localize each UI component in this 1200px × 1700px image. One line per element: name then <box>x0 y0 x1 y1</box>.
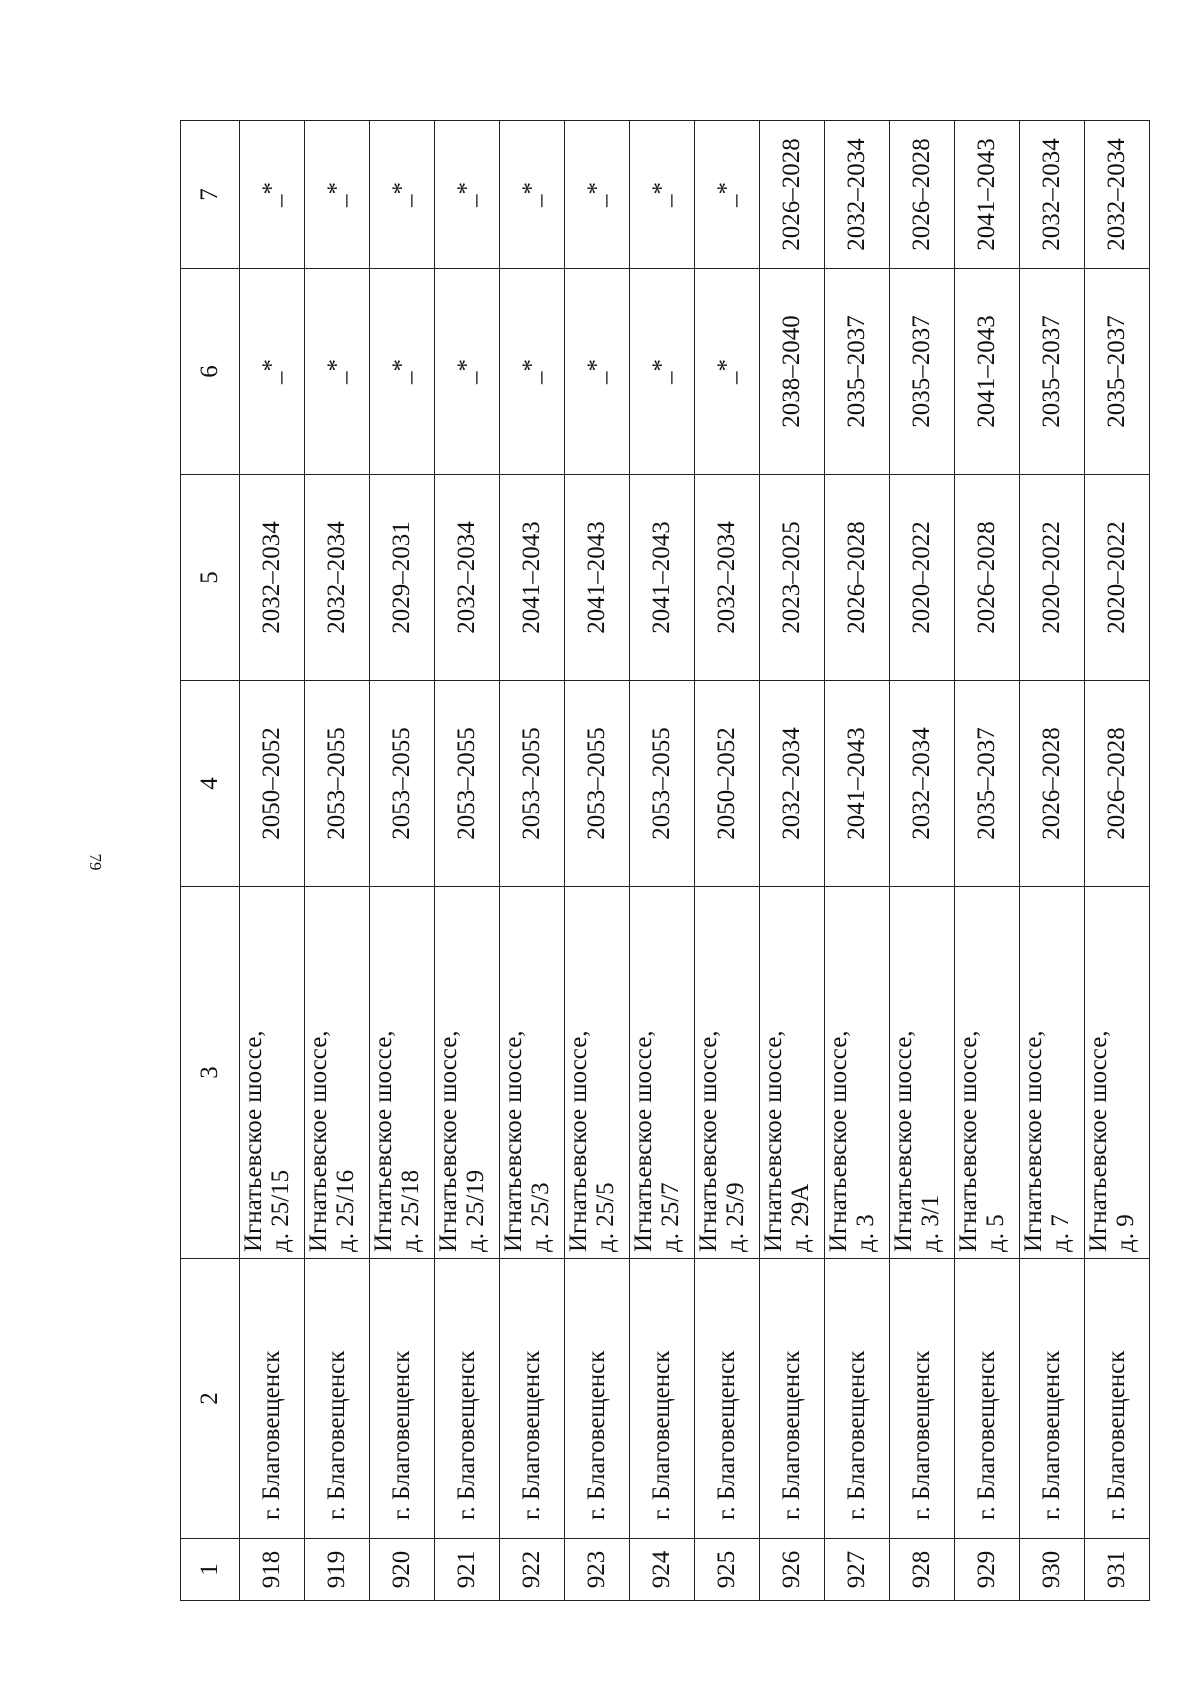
period-cell-col4: 2050–2052 <box>695 681 760 887</box>
address-cell <box>1085 887 1150 1259</box>
address-street: Игнатьевское шоссе, <box>955 1030 982 1252</box>
city-cell: г. Благовещенск <box>630 1259 695 1539</box>
period-cell-col6: _* <box>500 269 565 475</box>
period-cell-col4: 2050–2052 <box>240 681 305 887</box>
city-cell: г. Благовещенск <box>305 1259 370 1539</box>
row-number-cell: 929 <box>955 1539 1020 1601</box>
period-cell-col4: 2032–2034 <box>890 681 955 887</box>
table-row <box>435 121 500 1601</box>
period-cell-col6: _* <box>435 269 500 475</box>
period-cell-col6: _* <box>630 269 695 475</box>
period-cell-col7: 2026–2028 <box>890 121 955 269</box>
period-cell-col6: 2038–2040 <box>760 269 825 475</box>
period-cell-col7: _* <box>240 121 305 269</box>
row-number-cell: 923 <box>565 1539 630 1601</box>
row-number-cell: 921 <box>435 1539 500 1601</box>
address-street: Игнатьевское шоссе, <box>1085 1030 1112 1252</box>
period-cell-col4: 2035–2037 <box>955 681 1020 887</box>
address-cell <box>890 887 955 1259</box>
row-number-cell: 928 <box>890 1539 955 1601</box>
period-cell-col7: _* <box>565 121 630 269</box>
period-cell-col6: _* <box>370 269 435 475</box>
period-cell-col6: _* <box>695 269 760 475</box>
city-cell: г. Благовещенск <box>760 1259 825 1539</box>
period-cell-col5: 2041–2043 <box>630 475 695 681</box>
address-cell <box>1020 887 1085 1259</box>
period-cell-col6: 2041–2043 <box>955 269 1020 475</box>
table-container <box>180 121 1140 1601</box>
city-cell: г. Благовещенск <box>240 1259 305 1539</box>
address-street: Игнатьевское шоссе, <box>435 1030 462 1252</box>
table-row <box>370 121 435 1601</box>
period-cell-col5: 2032–2034 <box>435 475 500 681</box>
period-cell-col6: _* <box>565 269 630 475</box>
address-street: Игнатьевское шоссе, <box>695 1030 722 1252</box>
address-cell <box>955 887 1020 1259</box>
address-street: Игнатьевское шоссе, <box>760 1030 787 1252</box>
row-number-cell: 919 <box>305 1539 370 1601</box>
address-house: д. 9 <box>1112 1214 1139 1252</box>
table-row <box>240 121 305 1601</box>
period-cell-col5: 2026–2028 <box>955 475 1020 681</box>
address-cell <box>370 887 435 1259</box>
period-cell-col5: 2032–2034 <box>240 475 305 681</box>
row-number-cell: 927 <box>825 1539 890 1601</box>
column-header: 6 <box>181 269 240 475</box>
column-header: 2 <box>181 1259 240 1539</box>
period-cell-col5: 2041–2043 <box>500 475 565 681</box>
address-street: Игнатьевское шоссе, <box>630 1030 657 1252</box>
column-header: 7 <box>181 121 240 269</box>
address-street: Игнатьевское шоссе, <box>825 1030 852 1252</box>
table-header-row <box>181 121 240 1601</box>
address-cell <box>500 887 565 1259</box>
address-cell <box>240 887 305 1259</box>
city-cell: г. Благовещенск <box>955 1259 1020 1539</box>
period-cell-col5: 2020–2022 <box>1085 475 1150 681</box>
period-cell-col4: 2053–2055 <box>370 681 435 887</box>
row-number-cell: 930 <box>1020 1539 1085 1601</box>
address-house: д. 25/3 <box>527 1182 554 1252</box>
period-cell-col5: 2032–2034 <box>305 475 370 681</box>
period-cell-col4: 2026–2028 <box>1085 681 1150 887</box>
address-cell <box>305 887 370 1259</box>
address-street: Игнатьевское шоссе, <box>565 1030 592 1252</box>
period-cell-col7: _* <box>630 121 695 269</box>
address-house: д. 25/5 <box>592 1182 619 1252</box>
city-cell: г. Благовещенск <box>825 1259 890 1539</box>
period-cell-col7: 2041–2043 <box>955 121 1020 269</box>
table-row <box>565 121 630 1601</box>
period-cell-col6: 2035–2037 <box>1020 269 1085 475</box>
period-cell-col7: 2032–2034 <box>825 121 890 269</box>
period-cell-col7: 2026–2028 <box>760 121 825 269</box>
period-cell-col7: 2032–2034 <box>1020 121 1085 269</box>
city-cell: г. Благовещенск <box>435 1259 500 1539</box>
period-cell-col5: 2041–2043 <box>565 475 630 681</box>
period-cell-col6: 2035–2037 <box>825 269 890 475</box>
row-number-cell: 926 <box>760 1539 825 1601</box>
address-street: Игнатьевское шоссе, <box>1020 1030 1047 1252</box>
address-street: Игнатьевское шоссе, <box>370 1030 397 1252</box>
period-cell-col7: 2032–2034 <box>1085 121 1150 269</box>
period-cell-col7: _* <box>305 121 370 269</box>
row-number-cell: 920 <box>370 1539 435 1601</box>
address-cell <box>565 887 630 1259</box>
column-header: 1 <box>181 1539 240 1601</box>
row-number-cell: 918 <box>240 1539 305 1601</box>
city-cell: г. Благовещенск <box>565 1259 630 1539</box>
period-cell-col4: 2053–2055 <box>305 681 370 887</box>
city-cell: г. Благовещенск <box>695 1259 760 1539</box>
table-row <box>1085 121 1150 1601</box>
period-cell-col7: _* <box>500 121 565 269</box>
address-house: д. 25/7 <box>657 1182 684 1252</box>
city-cell: г. Благовещенск <box>500 1259 565 1539</box>
period-cell-col5: 2020–2022 <box>890 475 955 681</box>
period-cell-col6: 2035–2037 <box>1085 269 1150 475</box>
row-number-cell: 925 <box>695 1539 760 1601</box>
period-cell-col7: _* <box>435 121 500 269</box>
address-cell <box>825 887 890 1259</box>
row-number-cell: 931 <box>1085 1539 1150 1601</box>
address-cell <box>760 887 825 1259</box>
period-cell-col5: 2032–2034 <box>695 475 760 681</box>
column-header: 3 <box>181 887 240 1259</box>
period-cell-col6: _* <box>305 269 370 475</box>
period-cell-col5: 2029–2031 <box>370 475 435 681</box>
address-cell <box>435 887 500 1259</box>
table-row <box>955 121 1020 1601</box>
table-row <box>760 121 825 1601</box>
table-row <box>890 121 955 1601</box>
housing-schedule-table <box>180 120 1150 1601</box>
address-house: д. 3 <box>852 1214 879 1252</box>
period-cell-col4: 2053–2055 <box>435 681 500 887</box>
period-cell-col4: 2032–2034 <box>760 681 825 887</box>
address-street: Игнатьевское шоссе, <box>500 1030 527 1252</box>
table-row <box>305 121 370 1601</box>
city-cell: г. Благовещенск <box>1085 1259 1150 1539</box>
row-number-cell: 924 <box>630 1539 695 1601</box>
address-house: д. 3/1 <box>917 1194 944 1252</box>
period-cell-col6: 2035–2037 <box>890 269 955 475</box>
table-row <box>825 121 890 1601</box>
period-cell-col5: 2020–2022 <box>1020 475 1085 681</box>
city-cell: г. Благовещенск <box>890 1259 955 1539</box>
address-cell <box>695 887 760 1259</box>
address-street: Игнатьевское шоссе, <box>305 1030 332 1252</box>
address-street: Игнатьевское шоссе, <box>240 1030 267 1252</box>
period-cell-col4: 2053–2055 <box>500 681 565 887</box>
column-header: 4 <box>181 681 240 887</box>
row-number-cell: 922 <box>500 1539 565 1601</box>
city-cell: г. Благовещенск <box>1020 1259 1085 1539</box>
address-house: д. 25/19 <box>462 1169 489 1252</box>
table-row <box>1020 121 1085 1601</box>
column-header: 5 <box>181 475 240 681</box>
period-cell-col7: _* <box>370 121 435 269</box>
table-row <box>630 121 695 1601</box>
address-house: д. 25/16 <box>332 1169 359 1252</box>
address-house: д. 29А <box>787 1183 814 1252</box>
city-cell: г. Благовещенск <box>370 1259 435 1539</box>
period-cell-col4: 2053–2055 <box>565 681 630 887</box>
period-cell-col7: _* <box>695 121 760 269</box>
address-house: д. 5 <box>982 1214 1009 1252</box>
period-cell-col5: 2026–2028 <box>825 475 890 681</box>
page-number: 79 <box>86 853 105 871</box>
table-row <box>695 121 760 1601</box>
period-cell-col4: 2053–2055 <box>630 681 695 887</box>
period-cell-col4: 2041–2043 <box>825 681 890 887</box>
period-cell-col4: 2026–2028 <box>1020 681 1085 887</box>
address-house: д. 25/18 <box>397 1169 424 1252</box>
address-house: д. 7 <box>1047 1214 1074 1252</box>
address-street: Игнатьевское шоссе, <box>890 1030 917 1252</box>
period-cell-col6: _* <box>240 269 305 475</box>
table-row <box>500 121 565 1601</box>
address-cell <box>630 887 695 1259</box>
address-house: д. 25/9 <box>722 1182 749 1252</box>
address-house: д. 25/15 <box>267 1169 294 1252</box>
period-cell-col5: 2023–2025 <box>760 475 825 681</box>
